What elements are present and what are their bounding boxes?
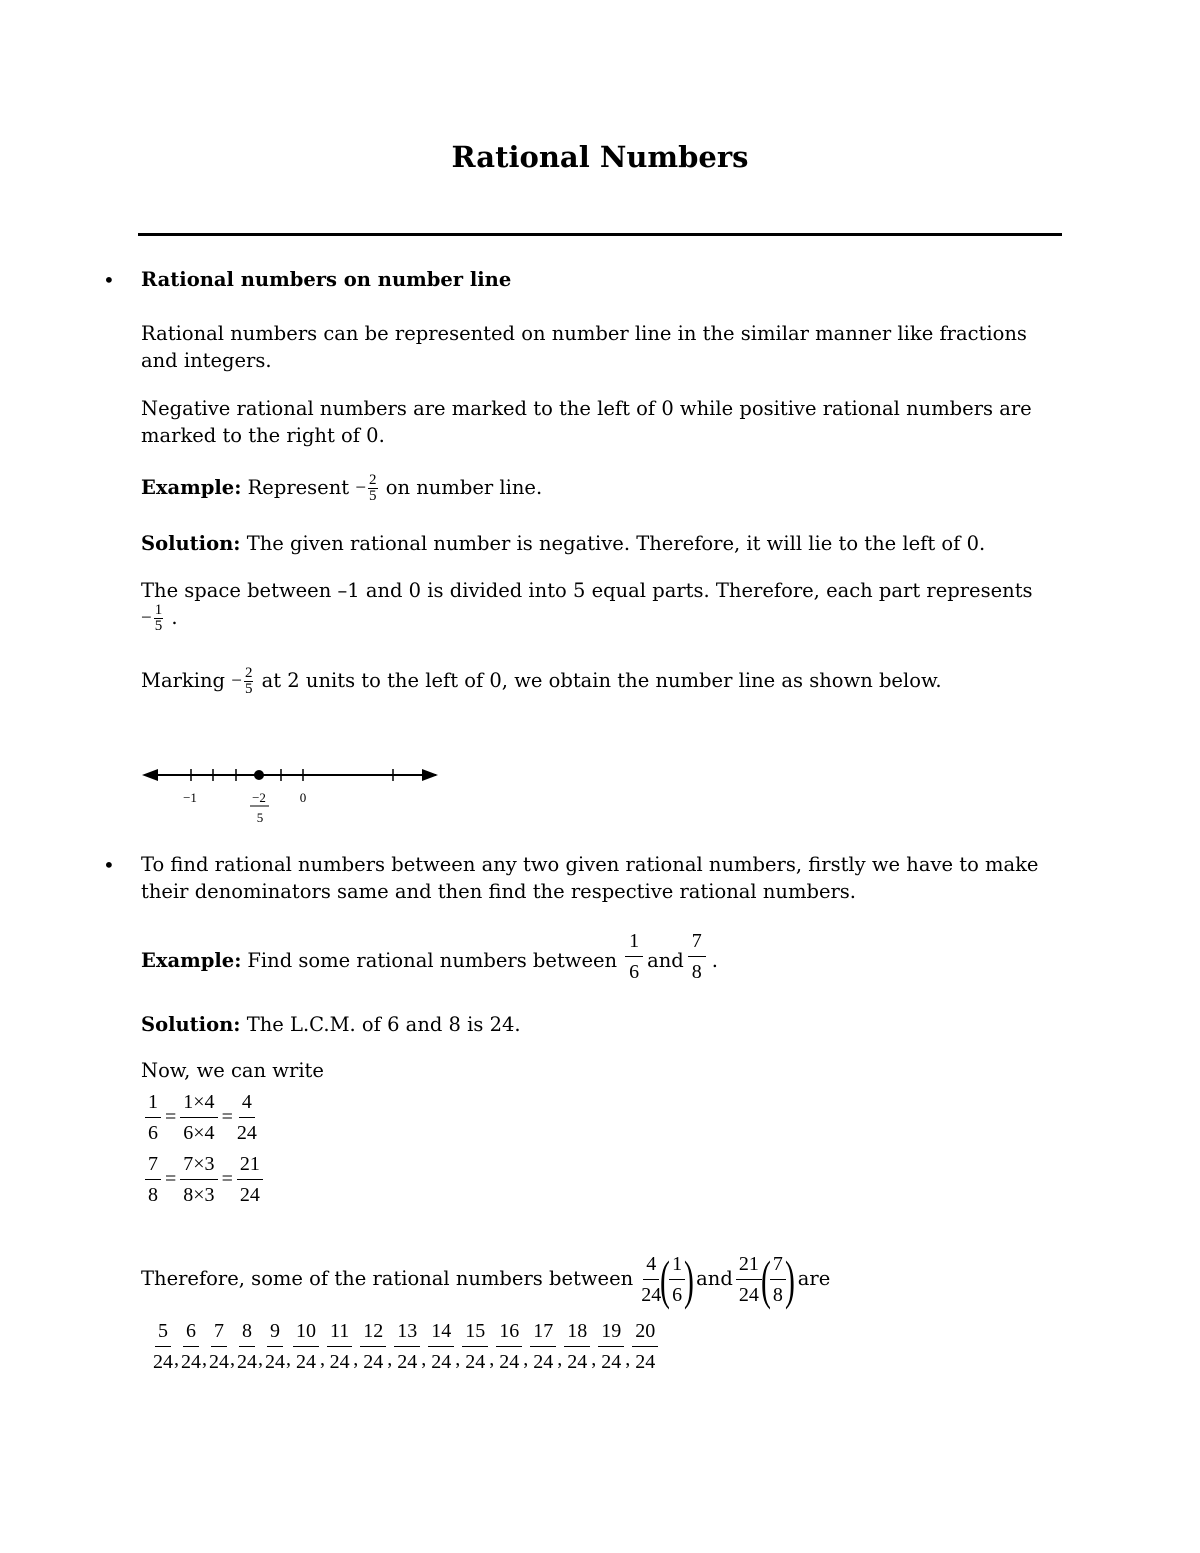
bullet-2: •: [103, 853, 115, 877]
sequence-fraction: $\frac{10}{24}$ ,: [293, 1316, 327, 1377]
sequence-fraction: $\frac{6}{24}$ ,: [181, 1316, 209, 1377]
para2-line2: marked to the right of 0.: [141, 424, 385, 447]
title-divider: [138, 233, 1062, 236]
para1-line2: and integers.: [141, 349, 272, 372]
marked-point-neg2-5: [254, 770, 264, 780]
sequence-fraction: $\frac{8}{24}$ ,: [237, 1316, 265, 1377]
space-line2: − $\frac{1}{5}$ .: [141, 602, 178, 634]
sequence-fraction: $\frac{18}{24}$ ,: [564, 1316, 598, 1377]
right-arrow-icon: [422, 769, 438, 781]
solution2: Solution: The L.C.M. of 6 and 8 is 24.: [141, 1013, 521, 1036]
equation-1: $\frac{1}{6}$ = $\frac{1\times 4}{6\times 4}$ = $\frac{4}{24}$: [145, 1087, 257, 1148]
fraction-2-5: $\frac{2}{5}$: [244, 665, 253, 697]
para1-line1: Rational numbers can be represented on number line in the similar manner like fractions: [141, 322, 1027, 345]
label-zero: 0: [299, 790, 307, 805]
sequence-fraction: $\frac{16}{24}$ ,: [496, 1316, 530, 1377]
sequence-fraction: $\frac{15}{24}$ ,: [462, 1316, 496, 1377]
sequence-fraction: $\frac{7}{24}$ ,: [209, 1316, 237, 1377]
sequence-fraction: $\frac{12}{24}$ ,: [360, 1316, 394, 1377]
fraction-4-24-of-1-6: $\frac{4}{24}$ ( $\frac{1}{6}$ ): [641, 1249, 695, 1310]
minus-sign: −: [355, 477, 367, 499]
label-den5: 5: [256, 810, 264, 825]
fraction-1-5: $\frac{1}{5}$: [154, 602, 163, 634]
example1: Example: Represent − $\frac{2}{5}$ on number line.: [141, 472, 543, 504]
number-line-figure: [138, 760, 448, 830]
fraction-1-6: $\frac{1}{6}$: [625, 926, 643, 987]
sequence-fraction: $\frac{17}{24}$ ,: [530, 1316, 564, 1377]
therefore-line: Therefore, some of the rational numbers between $\frac{4}{24}$ ( $\frac{1}{6}$ ) and $\frac{21}{24}$ ( $\frac{7}{8}$ ) are: [141, 1249, 831, 1310]
label-neg2: −2: [252, 790, 266, 805]
now-we-can-write: Now, we can write: [141, 1059, 324, 1082]
fraction-sequence: [153, 1316, 658, 1377]
para2-line1: Negative rational numbers are marked to the left of 0 while positive rational numbers are: [141, 397, 1032, 420]
sequence-fraction: $\frac{13}{24}$ ,: [394, 1316, 428, 1377]
solution1: Solution: The given rational number is negative. Therefore, it will lie to the left of 0.: [141, 532, 986, 555]
fraction-7-8: $\frac{7}{8}$: [688, 926, 706, 987]
example-label: Example:: [141, 949, 242, 972]
fraction-2-5: $\frac{2}{5}$: [369, 472, 377, 504]
label-neg1: −1: [183, 790, 197, 805]
sequence-fraction: $\frac{20}{24}$: [632, 1316, 658, 1377]
equation-2: $\frac{7}{8}$ = $\frac{7\times 3}{8\times 3}$ = $\frac{21}{24}$: [145, 1149, 263, 1210]
section2-intro-line2: their denominators same and then find the respective rational numbers.: [141, 880, 857, 903]
sequence-fraction: $\frac{9}{24}$ ,: [265, 1316, 293, 1377]
marking-line: Marking − $\frac{2}{5}$ at 2 units to the left of 0, we obtain the number line as shown below.: [141, 665, 942, 697]
solution-label: Solution:: [141, 1013, 241, 1036]
page-title: Rational Numbers: [451, 140, 749, 174]
solution-label: Solution:: [141, 532, 241, 555]
section2-intro-line1: To find rational numbers between any two given rational numbers, firstly we have to make: [141, 853, 1039, 876]
example-label: Example:: [141, 476, 242, 499]
fraction-21-24-of-7-8: $\frac{21}{24}$ ( $\frac{7}{8}$ ): [736, 1249, 794, 1310]
example2: Example: Find some rational numbers between $\frac{1}{6}$ and $\frac{7}{8}$ .: [141, 926, 718, 991]
sequence-fraction: $\frac{5}{24}$ ,: [153, 1316, 181, 1377]
sequence-fraction: $\frac{11}{24}$ ,: [327, 1316, 360, 1377]
bullet-1: •: [103, 268, 115, 292]
sequence-fraction: $\frac{19}{24}$ ,: [598, 1316, 632, 1377]
sequence-fraction: $\frac{14}{24}$ ,: [428, 1316, 462, 1377]
section1-heading: Rational numbers on number line: [141, 268, 512, 291]
left-arrow-icon: [142, 769, 158, 781]
space-line1: The space between –1 and 0 is divided into 5 equal parts. Therefore, each part represents: [141, 579, 1033, 602]
